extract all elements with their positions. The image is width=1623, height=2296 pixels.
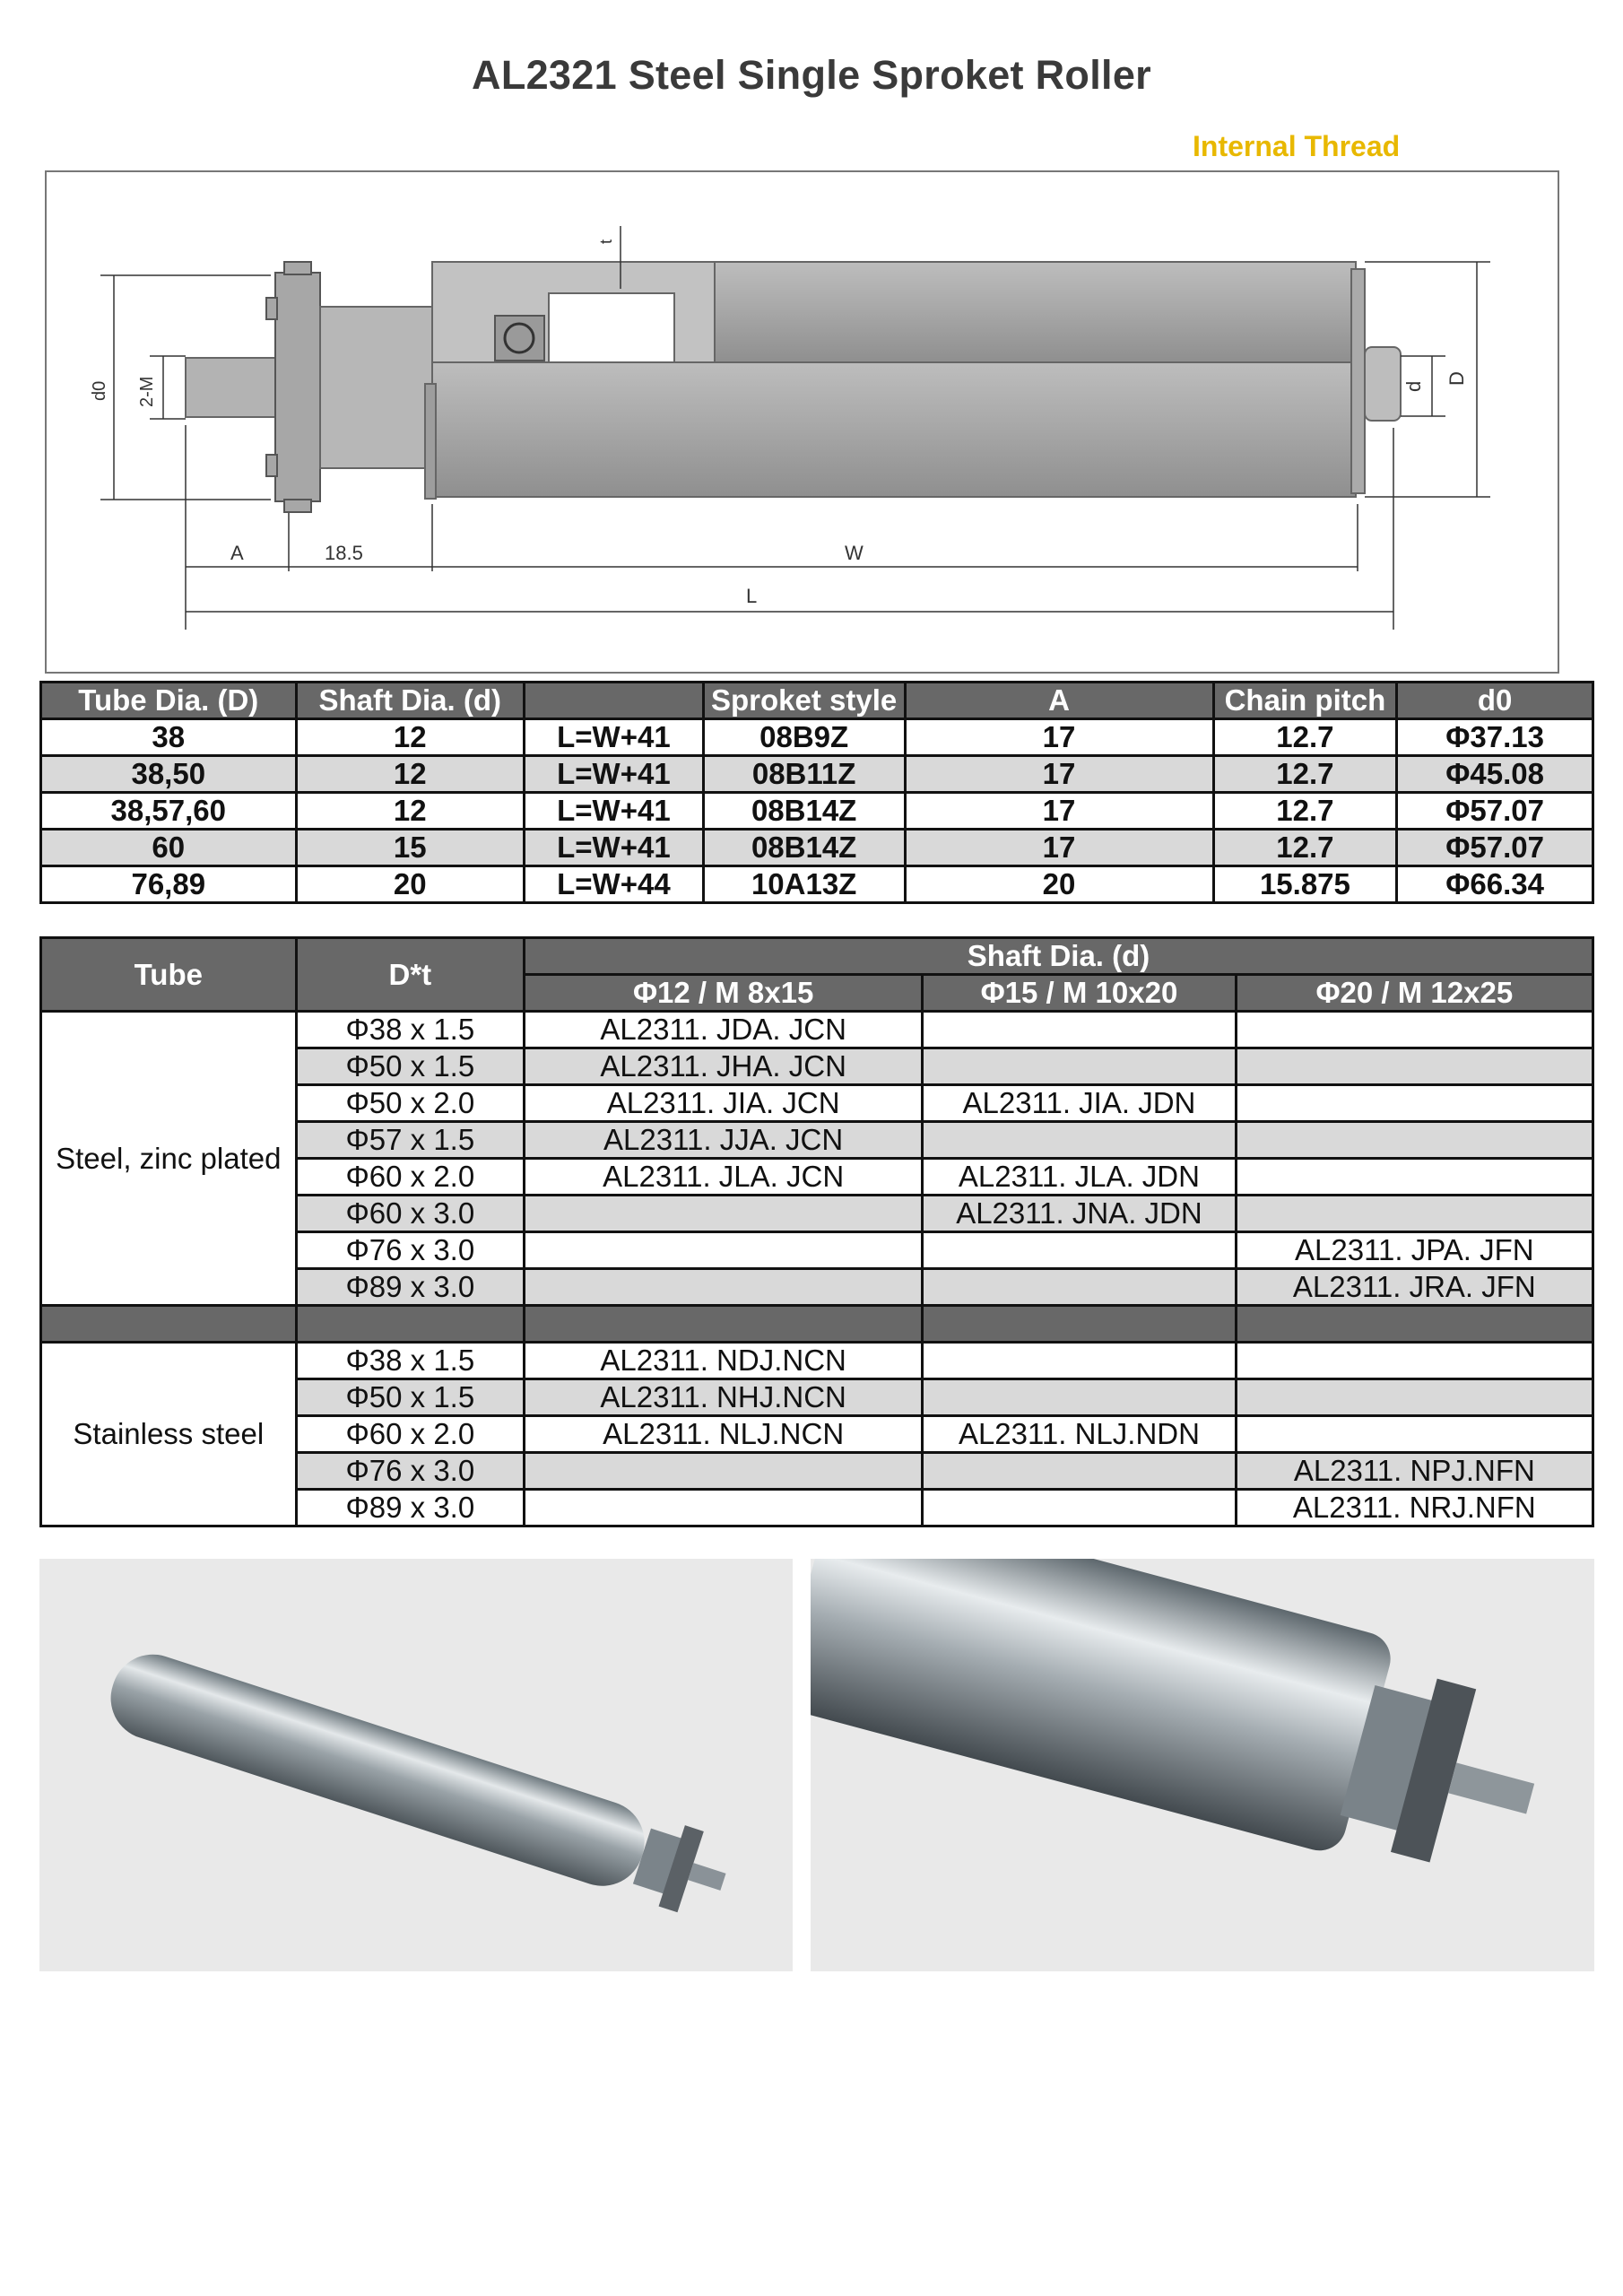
tube-size-cell: Φ60 x 2.0 bbox=[296, 1416, 524, 1453]
code-header-col-12: Φ12 / M 8x15 bbox=[525, 975, 923, 1012]
dim-w-label: W bbox=[845, 542, 864, 564]
spec-cell: Φ57.07 bbox=[1397, 830, 1593, 866]
tube-material-label: Steel, zinc plated bbox=[41, 1012, 297, 1306]
spec-cell: 15.875 bbox=[1213, 866, 1397, 903]
technical-drawing bbox=[45, 170, 1559, 674]
code-header-col-15: Φ15 / M 10x20 bbox=[923, 975, 1236, 1012]
spec-cell: L=W+41 bbox=[525, 830, 704, 866]
spec-row bbox=[41, 719, 1593, 756]
spec-row bbox=[41, 830, 1593, 866]
part-code-cell bbox=[923, 1232, 1236, 1269]
spec-cell: 12 bbox=[296, 719, 524, 756]
spec-cell: L=W+41 bbox=[525, 719, 704, 756]
spec-cell: 38 bbox=[41, 719, 297, 756]
tube-size-cell: Φ60 x 3.0 bbox=[296, 1196, 524, 1232]
dim-18-5-label: 18.5 bbox=[325, 542, 363, 564]
spec-cell: 12.7 bbox=[1213, 756, 1397, 793]
part-code-cell: AL2311. JHA. JCN bbox=[525, 1048, 923, 1085]
spec-row bbox=[41, 756, 1593, 793]
spec-row bbox=[41, 866, 1593, 903]
part-code-cell bbox=[923, 1012, 1236, 1048]
part-code-cell bbox=[923, 1379, 1236, 1416]
spec-cell: 08B9Z bbox=[703, 719, 905, 756]
spec-cell: 60 bbox=[41, 830, 297, 866]
spec-header-d0: d0 bbox=[1397, 683, 1593, 719]
code-row bbox=[41, 1343, 1593, 1379]
tube-size-cell: Φ57 x 1.5 bbox=[296, 1122, 524, 1159]
tube-size-cell: Φ76 x 3.0 bbox=[296, 1232, 524, 1269]
page-subtitle: Internal Thread bbox=[1193, 130, 1401, 162]
product-photo-full bbox=[39, 1559, 793, 1971]
spec-cell: 20 bbox=[905, 866, 1213, 903]
spec-header-chain-pitch: Chain pitch bbox=[1213, 683, 1397, 719]
part-code-cell: AL2311. JJA. JCN bbox=[525, 1122, 923, 1159]
part-code-cell: AL2311. JLA. JDN bbox=[923, 1159, 1236, 1196]
part-code-cell: AL2311. NHJ.NCN bbox=[525, 1379, 923, 1416]
spec-cell: Φ37.13 bbox=[1397, 719, 1593, 756]
dim-d0-label: d0 bbox=[90, 380, 109, 401]
group-separator-row bbox=[41, 1306, 1593, 1343]
part-code-cell bbox=[1236, 1122, 1593, 1159]
spec-cell: 08B14Z bbox=[703, 830, 905, 866]
tube-size-cell: Φ38 x 1.5 bbox=[296, 1012, 524, 1048]
tube-size-cell: Φ60 x 2.0 bbox=[296, 1159, 524, 1196]
separator-cell bbox=[1236, 1306, 1593, 1343]
spec-cell: L=W+44 bbox=[525, 866, 704, 903]
tube-size-cell: Φ50 x 1.5 bbox=[296, 1048, 524, 1085]
part-code-cell bbox=[923, 1453, 1236, 1490]
dim-a-label: A bbox=[230, 542, 244, 564]
spec-cell: 17 bbox=[905, 793, 1213, 830]
code-table bbox=[39, 936, 1594, 1527]
code-header-shaft-dia: Shaft Dia. (d) bbox=[525, 938, 1593, 975]
part-code-cell: AL2311. NPJ.NFN bbox=[1236, 1453, 1593, 1490]
spec-cell: 12 bbox=[296, 756, 524, 793]
spec-cell: Φ66.34 bbox=[1397, 866, 1593, 903]
separator-cell bbox=[296, 1306, 524, 1343]
part-code-cell: AL2311. NLJ.NDN bbox=[923, 1416, 1236, 1453]
part-code-cell bbox=[1236, 1343, 1593, 1379]
dim-2m-label: 2-M bbox=[137, 376, 157, 407]
spec-cell: 12.7 bbox=[1213, 830, 1397, 866]
page-title: AL2321 Steel Single Sproket Roller bbox=[472, 52, 1151, 98]
spec-cell: 08B14Z bbox=[703, 793, 905, 830]
product-photo-closeup bbox=[811, 1559, 1594, 1971]
spec-cell: 17 bbox=[905, 830, 1213, 866]
separator-cell bbox=[525, 1306, 923, 1343]
spec-cell: 38,57,60 bbox=[41, 793, 297, 830]
tube-size-cell: Φ50 x 1.5 bbox=[296, 1379, 524, 1416]
part-code-cell bbox=[1236, 1048, 1593, 1085]
part-code-cell: AL2311. JNA. JDN bbox=[923, 1196, 1236, 1232]
spec-header-length-formula bbox=[525, 683, 704, 719]
code-header-tube: Tube bbox=[41, 938, 297, 1012]
spec-cell: L=W+41 bbox=[525, 793, 704, 830]
part-code-cell: AL2311. NLJ.NCN bbox=[525, 1416, 923, 1453]
part-code-cell bbox=[1236, 1379, 1593, 1416]
spec-cell: 12.7 bbox=[1213, 719, 1397, 756]
separator-cell bbox=[923, 1306, 1236, 1343]
spec-cell: 15 bbox=[296, 830, 524, 866]
spec-cell: 12 bbox=[296, 793, 524, 830]
part-code-cell bbox=[923, 1048, 1236, 1085]
spec-cell: L=W+41 bbox=[525, 756, 704, 793]
spec-cell: 08B11Z bbox=[703, 756, 905, 793]
spec-cell: 12.7 bbox=[1213, 793, 1397, 830]
dim-D-label: D bbox=[1445, 371, 1468, 386]
spec-cell: 17 bbox=[905, 719, 1213, 756]
spec-header-sproket-style: Sproket style bbox=[703, 683, 905, 719]
part-code-cell bbox=[923, 1343, 1236, 1379]
part-code-cell bbox=[1236, 1085, 1593, 1122]
dim-d-label: d bbox=[1402, 380, 1425, 392]
code-header-dt: D*t bbox=[296, 938, 524, 1012]
spec-cell: 10A13Z bbox=[703, 866, 905, 903]
tube-size-cell: Φ50 x 2.0 bbox=[296, 1085, 524, 1122]
part-code-cell: AL2311. JPA. JFN bbox=[1236, 1232, 1593, 1269]
part-code-cell: AL2311. JIA. JCN bbox=[525, 1085, 923, 1122]
tube-size-cell: Φ76 x 3.0 bbox=[296, 1453, 524, 1490]
part-code-cell bbox=[923, 1122, 1236, 1159]
code-row bbox=[41, 1012, 1593, 1048]
spec-cell: 76,89 bbox=[41, 866, 297, 903]
code-header-col-20: Φ20 / M 12x25 bbox=[1236, 975, 1593, 1012]
spec-row bbox=[41, 793, 1593, 830]
spec-header-a: A bbox=[905, 683, 1213, 719]
part-code-cell bbox=[525, 1232, 923, 1269]
spec-header-shaft-dia: Shaft Dia. (d) bbox=[296, 683, 524, 719]
dim-l-label: L bbox=[746, 585, 758, 607]
part-code-cell bbox=[525, 1453, 923, 1490]
separator-cell bbox=[41, 1306, 297, 1343]
part-code-cell: AL2311. NDJ.NCN bbox=[525, 1343, 923, 1379]
part-code-cell: AL2311. JLA. JCN bbox=[525, 1159, 923, 1196]
part-code-cell: AL2311. JRA. JFN bbox=[1236, 1269, 1593, 1306]
spec-cell: 20 bbox=[296, 866, 524, 903]
dim-t-label: t bbox=[597, 239, 615, 244]
tube-size-cell: Φ89 x 3.0 bbox=[296, 1490, 524, 1526]
part-code-cell bbox=[1236, 1159, 1593, 1196]
tube-size-cell: Φ38 x 1.5 bbox=[296, 1343, 524, 1379]
part-code-cell bbox=[525, 1269, 923, 1306]
tube-material-label: Stainless steel bbox=[41, 1343, 297, 1526]
part-code-cell bbox=[525, 1196, 923, 1232]
part-code-cell: AL2311. JDA. JCN bbox=[525, 1012, 923, 1048]
part-code-cell bbox=[1236, 1416, 1593, 1453]
part-code-cell: AL2311. NRJ.NFN bbox=[1236, 1490, 1593, 1526]
spec-cell: Φ45.08 bbox=[1397, 756, 1593, 793]
spec-cell: 17 bbox=[905, 756, 1213, 793]
part-code-cell bbox=[1236, 1196, 1593, 1232]
part-code-cell bbox=[923, 1490, 1236, 1526]
spec-cell: Φ57.07 bbox=[1397, 793, 1593, 830]
spec-header-tube-dia: Tube Dia. (D) bbox=[41, 683, 297, 719]
spec-table bbox=[39, 681, 1594, 904]
spec-cell: 38,50 bbox=[41, 756, 297, 793]
part-code-cell: AL2311. JIA. JDN bbox=[923, 1085, 1236, 1122]
part-code-cell bbox=[1236, 1012, 1593, 1048]
part-code-cell bbox=[525, 1490, 923, 1526]
tube-size-cell: Φ89 x 3.0 bbox=[296, 1269, 524, 1306]
part-code-cell bbox=[923, 1269, 1236, 1306]
